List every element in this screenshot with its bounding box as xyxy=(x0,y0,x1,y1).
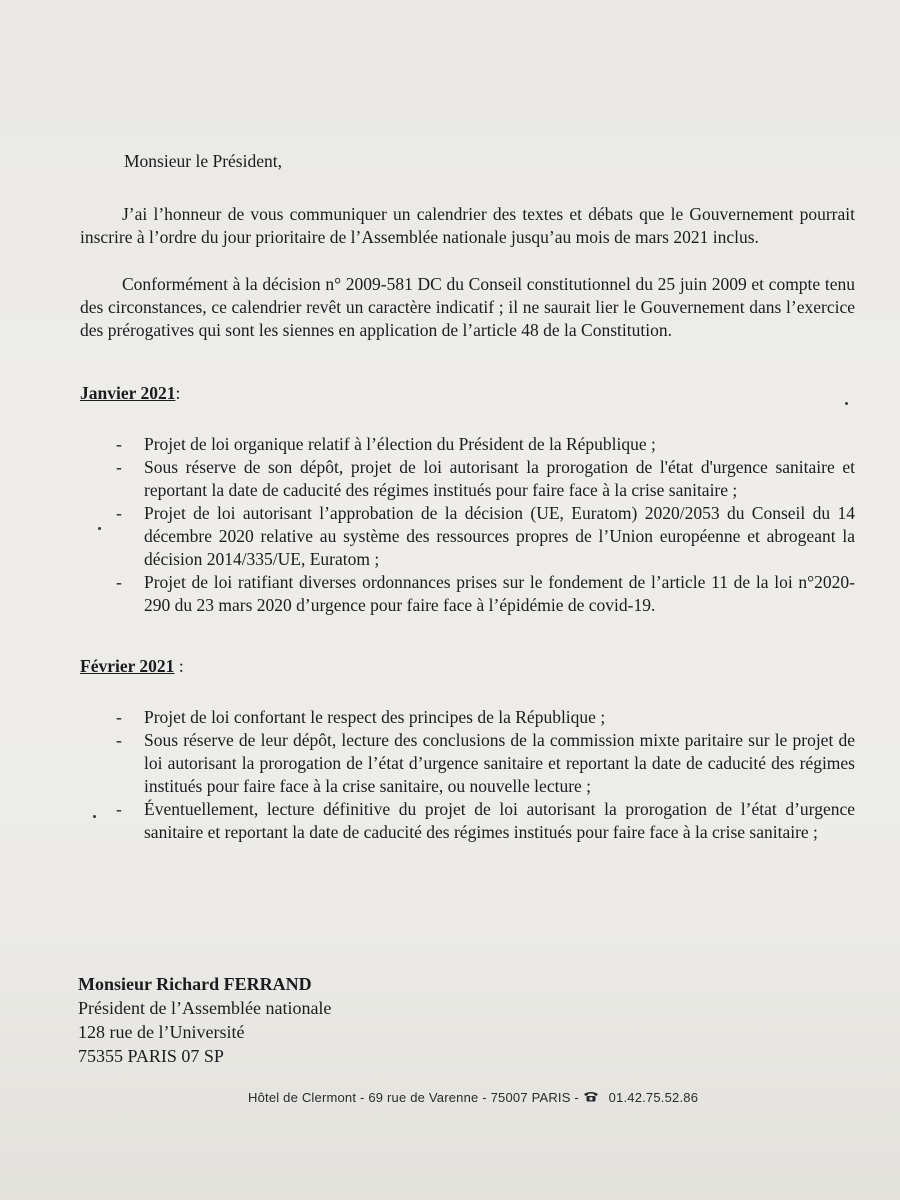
list-item xyxy=(80,456,855,502)
legal-paragraph: Conformément à la décision n° 2009-581 DC du Conseil constitutionnel du 25 juin 2009 et compte tenu des circonstances, ce calendrier revêt un caractère indicatif ; il ne saurait lier le Gouvernement dans l’exercice des prérogatives qui sont les siennes en application de l’article 48 de la Constitution. xyxy=(80,274,855,340)
list-dash: - xyxy=(116,707,122,727)
list-item xyxy=(80,729,855,798)
section-title: Février 2021 xyxy=(80,656,175,676)
section-fevrier xyxy=(80,639,855,694)
paper-speck xyxy=(98,527,101,530)
list-item xyxy=(80,433,855,456)
paper-speck xyxy=(93,815,96,818)
list-item-text: Projet de loi autorisant l’approbation de la décision (UE, Euratom) 2020/2053 du Conseil du 14 décembre 2020 relative au système des ressources propres de l’Union européenne et abrogeant la décision 2014/335/UE, Euratom ; xyxy=(144,503,855,569)
janvier-list xyxy=(80,433,855,617)
footer-phone: 01.42.75.52.86 xyxy=(608,1090,699,1105)
section-suffix: : xyxy=(174,656,184,676)
list-dash: - xyxy=(116,730,122,750)
list-dash: - xyxy=(116,799,122,819)
list-dash: - xyxy=(116,457,122,477)
list-item xyxy=(80,571,855,617)
section-suffix: : xyxy=(175,383,181,403)
recipient-title: Président de l’Assemblée nationale xyxy=(78,998,332,1018)
list-item-text: Projet de loi ratifiant diverses ordonnances prises sur le fondement de l’article 11 de la loi n°2020-290 du 23 mars 2020 d’urgence pour faire face à l’épidémie de covid-19. xyxy=(144,572,855,615)
list-item-text: Projet de loi confortant le respect des principes de la République ; xyxy=(144,707,606,727)
list-dash: - xyxy=(116,434,122,454)
list-item xyxy=(80,502,855,571)
recipient-address xyxy=(78,972,331,1068)
section-janvier xyxy=(80,366,855,421)
recipient-name: Monsieur Richard FERRAND xyxy=(78,974,312,994)
recipient-city: 75355 PARIS 07 SP xyxy=(78,1046,224,1066)
list-item-text: Sous réserve de leur dépôt, lecture des conclusions de la commission mixte paritaire sur le projet de loi autorisant la prorogation de l’état d’urgence sanitaire et reportant la date de caducité des régimes institués pour faire face à la crise sanitaire, ou nouvelle lecture ; xyxy=(144,730,855,796)
footer-address: Hôtel de Clermont - 69 rue de Varenne - 75007 PARIS - xyxy=(248,1090,579,1105)
list-dash: - xyxy=(116,572,122,592)
section-title: Janvier 2021 xyxy=(80,383,176,403)
paper-speck xyxy=(845,402,848,405)
list-item-text: Projet de loi organique relatif à l’élection du Président de la République ; xyxy=(144,434,656,454)
list-dash: - xyxy=(116,503,122,523)
recipient-street: 128 rue de l’Université xyxy=(78,1022,245,1042)
letterhead-footer xyxy=(248,1090,698,1105)
list-item xyxy=(80,706,855,729)
intro-paragraph: J’ai l’honneur de vous communiquer un calendrier des textes et débats que le Gouvernement pourrait inscrire à l’ordre du jour prioritaire de l’Assemblée nationale jusqu’au mois de mars 2021 inclus. xyxy=(80,204,855,247)
letter-body xyxy=(80,150,855,866)
salutation: Monsieur le Président, xyxy=(124,151,282,171)
fevrier-list xyxy=(80,706,855,844)
telephone-icon xyxy=(583,1090,599,1105)
list-item-text: Éventuellement, lecture définitive du projet de loi autorisant la prorogation de l’état d’urgence sanitaire et reportant la date de caducité des régimes institués pour faire face à la crise sanitaire ; xyxy=(144,799,855,842)
list-item-text: Sous réserve de son dépôt, projet de loi autorisant la prorogation de l'état d'urgence sanitaire et reportant la date de caducité des régimes institués pour faire face à la crise sanitaire ; xyxy=(144,457,855,500)
list-item xyxy=(80,798,855,844)
telephone-icon-glyph xyxy=(583,1091,599,1102)
